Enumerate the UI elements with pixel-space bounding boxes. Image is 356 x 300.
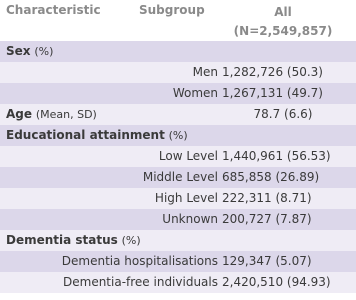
subgroup-cell: Middle Level — [142, 170, 218, 184]
section-row-education — [0, 125, 356, 146]
value-cell: 78.7 (6.6) — [253, 107, 313, 121]
value-cell: 685,858 (26.89) — [222, 170, 320, 184]
value-cell: 1,267,131 (49.7) — [222, 86, 323, 100]
value-cell: 200,727 (7.87) — [222, 212, 312, 226]
header-characteristic: Characteristic — [6, 3, 101, 17]
subgroup-cell: Dementia hospitalisations — [61, 254, 218, 268]
table-row — [0, 146, 356, 167]
value-cell: 129,347 (5.07) — [222, 254, 312, 268]
subgroup-cell: Unknown — [162, 212, 218, 226]
table-header — [0, 0, 356, 41]
section-unit-education: (%) — [168, 129, 188, 142]
section-row-sex — [0, 41, 356, 62]
section-unit-dementia: (%) — [121, 234, 141, 247]
header-subgroup: Subgroup — [139, 3, 205, 17]
value-cell: 222,311 (8.71) — [222, 191, 312, 205]
table-row — [0, 272, 356, 293]
header-all-n: (N=2,549,857) — [233, 24, 333, 38]
subgroup-cell: Dementia-free individuals — [63, 275, 218, 289]
table-row — [0, 188, 356, 209]
subgroup-cell: Men — [192, 65, 218, 79]
subgroup-cell: Women — [172, 86, 218, 100]
table-row — [0, 251, 356, 272]
section-label-education: Educational attainment — [6, 128, 165, 142]
section-unit-sex: (%) — [34, 45, 54, 58]
section-label-age: Age — [6, 107, 33, 121]
section-unit-age: (Mean, SD) — [35, 108, 97, 121]
subgroup-cell: High Level — [154, 191, 218, 205]
value-cell: 2,420,510 (94.93) — [222, 275, 331, 289]
header-all — [213, 3, 353, 41]
value-cell: 1,282,726 (50.3) — [222, 65, 323, 79]
section-row-age — [0, 104, 356, 125]
section-label-dementia: Dementia status — [6, 233, 118, 247]
table-row — [0, 83, 356, 104]
table-row — [0, 209, 356, 230]
value-cell: 1,440,961 (56.53) — [222, 149, 331, 163]
table-row — [0, 167, 356, 188]
section-row-dementia — [0, 230, 356, 251]
subgroup-cell: Low Level — [158, 149, 218, 163]
section-label-sex: Sex — [6, 44, 31, 58]
table-row — [0, 62, 356, 83]
header-all-label: All — [274, 5, 292, 19]
